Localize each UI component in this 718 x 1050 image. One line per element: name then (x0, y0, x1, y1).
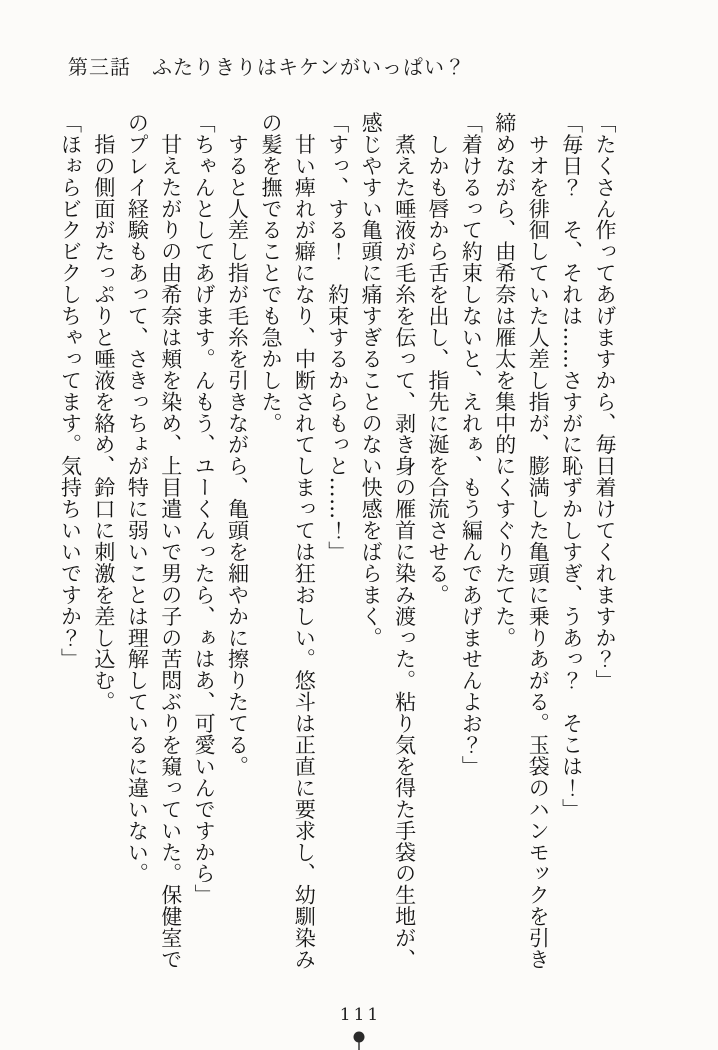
page-number: 111 (339, 1005, 382, 1025)
page-ornament-icon (352, 1031, 366, 1050)
paragraph: しかも唇から舌を出し、指先に涎を合流させる。 (425, 112, 450, 606)
paragraph: 甘えたがりの由希奈は頬を染め、上目遣いで男の子の苦悶ぶりを窺っていた。保健室でのプレイ経験もあって、さきっちょが特に弱いことは理解しているに違いない。 (125, 112, 183, 970)
paragraph: 「たくさん作ってあげますから、毎日着けてくれますか？」 (593, 112, 617, 692)
paragraph: 「すっ、する！ 約束するからもっと……！」 (325, 112, 350, 563)
paragraph: 「着けるって約束しないと、えれぁ、もう編んであげませんよお？」 (459, 112, 484, 777)
paragraph: サオを徘徊していた人差し指が、膨満した亀頭に乗りあがる。玉袋のハンモックを引き締めながら、由希奈は雁太を集中的にくすぐりたてた。 (492, 112, 551, 970)
chapter-header: 第三話 ふたりきりはキケンがいっぱい？ (68, 55, 466, 79)
paragraph: 「ちゃんとしてあげます。んもう、ユーくんったら、ぁはあ、可愛いんですから」 (192, 112, 217, 906)
paragraph: すると人差し指が毛糸を引きながら、亀頭を細やかに擦りたてる。 (225, 112, 250, 777)
paragraph: 煮えた唾液が毛糸を伝って、剥き身の雁首に染み渡った。粘り気を得た手袋の生地が、感じやすい亀頭に痛すぎることのない快感をばらまく。 (359, 112, 417, 970)
paragraph: 「ほぉらビクビクしちゃってます。気持ちいいですか？」 (58, 112, 83, 670)
paragraph: 甘い痺れが癖になり、中断されてしまっては狂おしい。悠斗は正直に要求し、幼馴染みの髪を撫でることでも急かした。 (258, 112, 317, 970)
paragraph: 「毎日？ そ、それは……さすがに恥ずかしすぎ、うあっ？ そこは！」 (559, 112, 584, 820)
paragraph: 指の側面がたっぷりと唾液を絡め、鈴口に刺激を差し込む。 (91, 112, 116, 713)
body-text (53, 112, 621, 974)
